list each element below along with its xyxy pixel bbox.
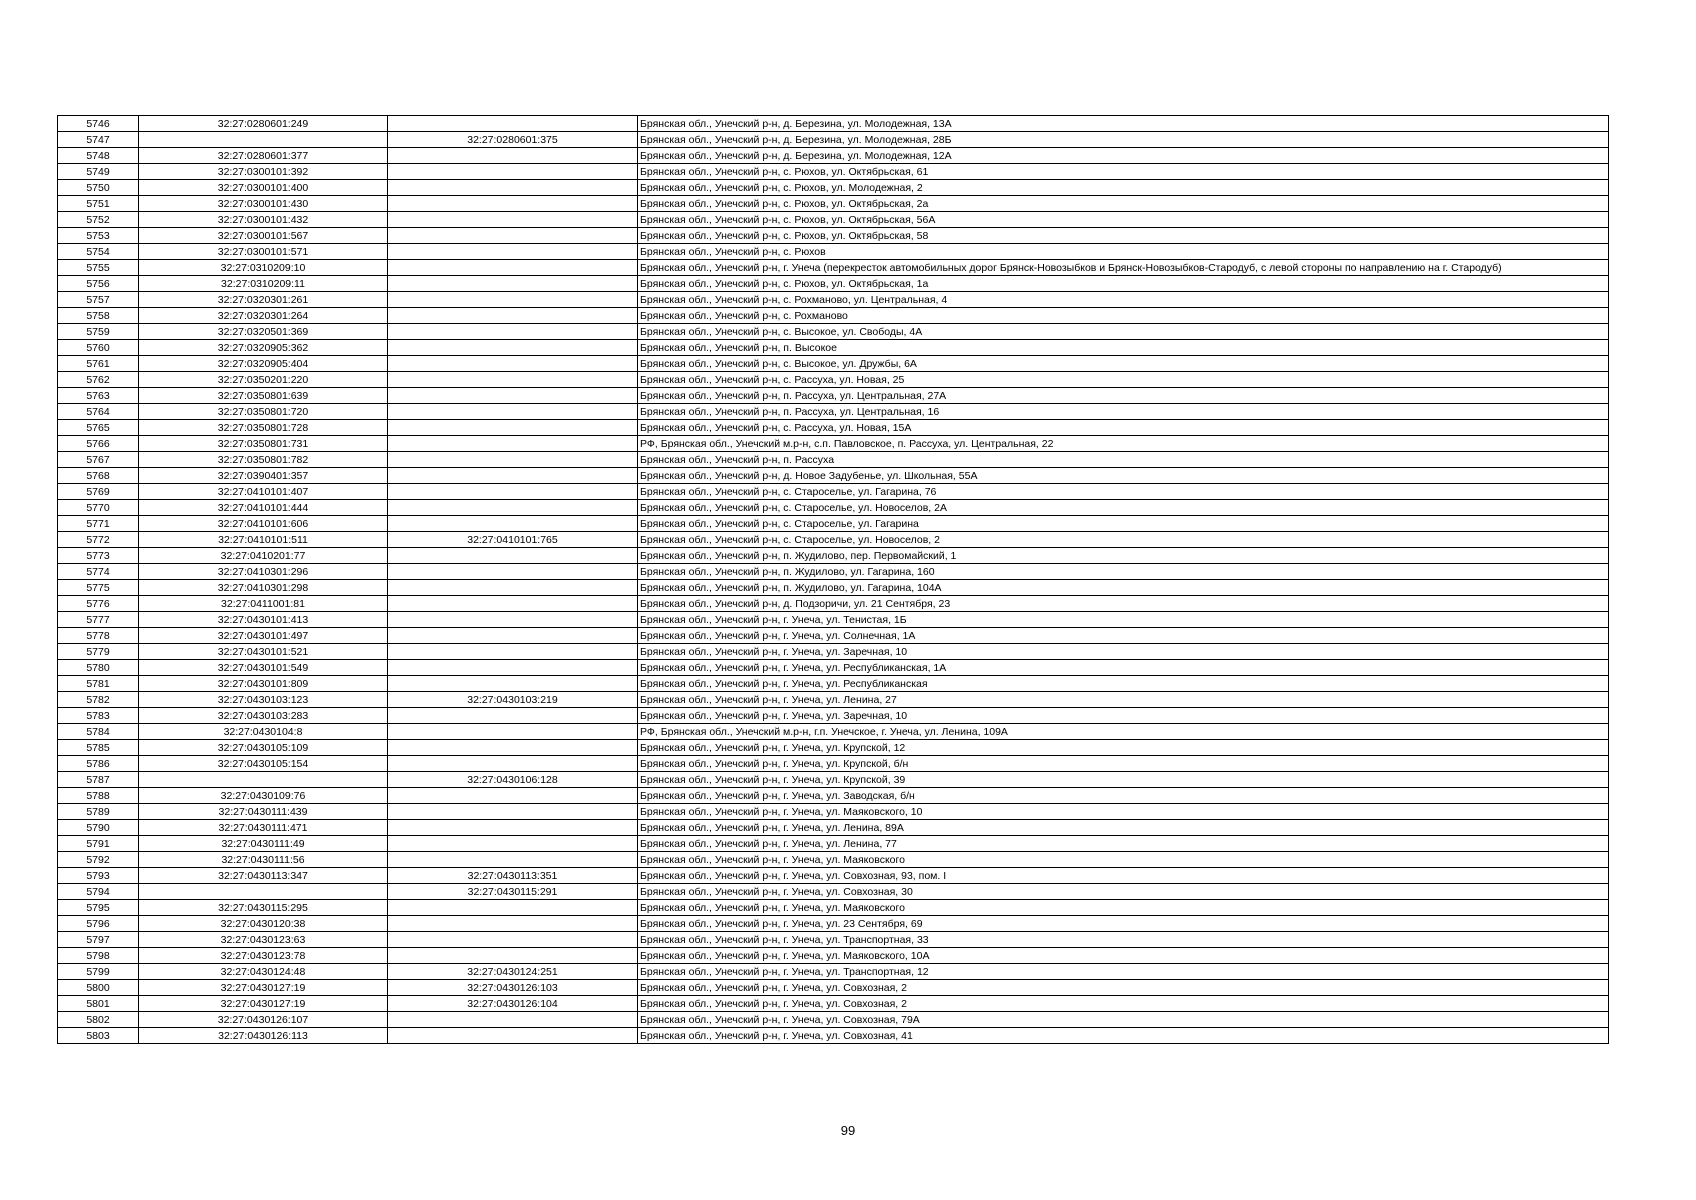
cadastral-number-cell: 32:27:0320301:264 — [139, 308, 388, 324]
row-number-cell: 5772 — [58, 532, 139, 548]
cadastral-number-cell: 32:27:0410301:296 — [139, 564, 388, 580]
cadastral-number-cell: 32:27:0320905:362 — [139, 340, 388, 356]
table-row — [58, 180, 1609, 196]
cadastral-number-cell: 32:27:0430101:809 — [139, 676, 388, 692]
cadastral-number-cell: 32:27:0430115:295 — [139, 900, 388, 916]
related-cadastral-number-cell — [388, 660, 638, 676]
row-number-cell: 5800 — [58, 980, 139, 996]
table-row — [58, 308, 1609, 324]
address-cell: Брянская обл., Унечский р-н, с. Рюхов, ул. Октябрьская, 61 — [638, 164, 1609, 180]
cadastral-number-cell: 32:27:0430103:283 — [139, 708, 388, 724]
table-row — [58, 660, 1609, 676]
related-cadastral-number-cell — [388, 116, 638, 132]
table-row — [58, 980, 1609, 996]
related-cadastral-number-cell — [388, 340, 638, 356]
row-number-cell: 5791 — [58, 836, 139, 852]
cadastral-number-cell — [139, 132, 388, 148]
address-cell: Брянская обл., Унечский р-н, г. Унеча, ул. 23 Сентября, 69 — [638, 916, 1609, 932]
related-cadastral-number-cell — [388, 612, 638, 628]
row-number-cell: 5763 — [58, 388, 139, 404]
table-row — [58, 932, 1609, 948]
table-row — [58, 916, 1609, 932]
table-row — [58, 708, 1609, 724]
cadastral-number-cell: 32:27:0430126:113 — [139, 1028, 388, 1044]
cadastral-number-cell: 32:27:0430127:19 — [139, 996, 388, 1012]
address-cell: Брянская обл., Унечский р-н, г. Унеча, ул. Совхозная, 2 — [638, 996, 1609, 1012]
table-row — [58, 404, 1609, 420]
cadastral-number-cell: 32:27:0280601:249 — [139, 116, 388, 132]
related-cadastral-number-cell — [388, 324, 638, 340]
row-number-cell: 5757 — [58, 292, 139, 308]
table-row — [58, 324, 1609, 340]
cadastral-number-cell: 32:27:0310209:11 — [139, 276, 388, 292]
table-row — [58, 420, 1609, 436]
table-row — [58, 900, 1609, 916]
address-cell: Брянская обл., Унечский р-н, с. Рассуха, ул. Новая, 25 — [638, 372, 1609, 388]
address-cell: Брянская обл., Унечский р-н, с. Староселье, ул. Новоселов, 2А — [638, 500, 1609, 516]
cadastral-number-cell: 32:27:0430111:49 — [139, 836, 388, 852]
row-number-cell: 5746 — [58, 116, 139, 132]
cadastral-number-cell: 32:27:0430101:521 — [139, 644, 388, 660]
related-cadastral-number-cell: 32:27:0430103:219 — [388, 692, 638, 708]
row-number-cell: 5780 — [58, 660, 139, 676]
cadastral-number-cell: 32:27:0430109:76 — [139, 788, 388, 804]
cadastral-number-cell: 32:27:0411001:81 — [139, 596, 388, 612]
related-cadastral-number-cell — [388, 356, 638, 372]
address-cell: Брянская обл., Унечский р-н, г. Унеча, ул. Тенистая, 1Б — [638, 612, 1609, 628]
table-row — [58, 372, 1609, 388]
registry-table — [57, 115, 1609, 1044]
row-number-cell: 5759 — [58, 324, 139, 340]
address-cell: РФ, Брянская обл., Унечский м.р-н, с.п. Павловское, п. Рассуха, ул. Центральная, 22 — [638, 436, 1609, 452]
table-row — [58, 468, 1609, 484]
related-cadastral-number-cell — [388, 516, 638, 532]
cadastral-number-cell: 32:27:0300101:567 — [139, 228, 388, 244]
row-number-cell: 5749 — [58, 164, 139, 180]
related-cadastral-number-cell — [388, 228, 638, 244]
related-cadastral-number-cell — [388, 788, 638, 804]
table-row — [58, 260, 1609, 276]
table-row — [58, 948, 1609, 964]
cadastral-number-cell: 32:27:0430104:8 — [139, 724, 388, 740]
related-cadastral-number-cell — [388, 388, 638, 404]
related-cadastral-number-cell — [388, 916, 638, 932]
table-row — [58, 788, 1609, 804]
address-cell: Брянская обл., Унечский р-н, с. Староселье, ул. Гагарина, 76 — [638, 484, 1609, 500]
cadastral-number-cell — [139, 772, 388, 788]
table-row — [58, 772, 1609, 788]
cadastral-number-cell: 32:27:0430101:497 — [139, 628, 388, 644]
related-cadastral-number-cell — [388, 212, 638, 228]
related-cadastral-number-cell — [388, 548, 638, 564]
cadastral-number-cell: 32:27:0430105:154 — [139, 756, 388, 772]
cadastral-number-cell: 32:27:0320301:261 — [139, 292, 388, 308]
cadastral-number-cell: 32:27:0430120:38 — [139, 916, 388, 932]
row-number-cell: 5747 — [58, 132, 139, 148]
row-number-cell: 5792 — [58, 852, 139, 868]
row-number-cell: 5762 — [58, 372, 139, 388]
related-cadastral-number-cell — [388, 1028, 638, 1044]
address-cell: Брянская обл., Унечский р-н, д. Березина, ул. Молодежная, 28Б — [638, 132, 1609, 148]
related-cadastral-number-cell — [388, 484, 638, 500]
related-cadastral-number-cell — [388, 164, 638, 180]
row-number-cell: 5801 — [58, 996, 139, 1012]
table-row — [58, 388, 1609, 404]
cadastral-number-cell: 32:27:0430123:63 — [139, 932, 388, 948]
address-cell: Брянская обл., Унечский р-н, г. Унеча, ул. Республиканская — [638, 676, 1609, 692]
table-row — [58, 804, 1609, 820]
cadastral-number-cell: 32:27:0410101:407 — [139, 484, 388, 500]
related-cadastral-number-cell — [388, 740, 638, 756]
address-cell: Брянская обл., Унечский р-н, г. Унеча, ул. Маяковского, 10 — [638, 804, 1609, 820]
address-cell: Брянская обл., Унечский р-н, г. Унеча, ул. Крупской, 12 — [638, 740, 1609, 756]
related-cadastral-number-cell: 32:27:0430115:291 — [388, 884, 638, 900]
address-cell: Брянская обл., Унечский р-н, г. Унеча, ул. Совхозная, 2 — [638, 980, 1609, 996]
address-cell: Брянская обл., Унечский р-н, п. Рассуха, ул. Центральная, 16 — [638, 404, 1609, 420]
address-cell: РФ, Брянская обл., Унечский м.р-н, г.п. Унечское, г. Унеча, ул. Ленина, 109А — [638, 724, 1609, 740]
related-cadastral-number-cell — [388, 900, 638, 916]
cadastral-number-cell: 32:27:0350801:639 — [139, 388, 388, 404]
table-row — [58, 836, 1609, 852]
address-cell: Брянская обл., Унечский р-н, с. Рюхов, ул. Октябрьская, 1а — [638, 276, 1609, 292]
address-cell: Брянская обл., Унечский р-н, с. Рохманово, ул. Центральная, 4 — [638, 292, 1609, 308]
row-number-cell: 5755 — [58, 260, 139, 276]
row-number-cell: 5795 — [58, 900, 139, 916]
table-row — [58, 692, 1609, 708]
address-cell: Брянская обл., Унечский р-н, г. Унеча, ул. Крупской, б/н — [638, 756, 1609, 772]
row-number-cell: 5788 — [58, 788, 139, 804]
table-row — [58, 484, 1609, 500]
table-row — [58, 228, 1609, 244]
address-cell: Брянская обл., Унечский р-н, г. Унеча, ул. Совхозная, 30 — [638, 884, 1609, 900]
table-row — [58, 116, 1609, 132]
address-cell: Брянская обл., Унечский р-н, с. Рюхов, ул. Молодежная, 2 — [638, 180, 1609, 196]
address-cell: Брянская обл., Унечский р-н, с. Староселье, ул. Новоселов, 2 — [638, 532, 1609, 548]
address-cell: Брянская обл., Унечский р-н, г. Унеча, ул. Совхозная, 79А — [638, 1012, 1609, 1028]
table-row — [58, 644, 1609, 660]
related-cadastral-number-cell — [388, 644, 638, 660]
related-cadastral-number-cell — [388, 676, 638, 692]
table-row — [58, 884, 1609, 900]
table-row — [58, 964, 1609, 980]
address-cell: Брянская обл., Унечский р-н, п. Высокое — [638, 340, 1609, 356]
table-row — [58, 820, 1609, 836]
cadastral-number-cell: 32:27:0350801:720 — [139, 404, 388, 420]
address-cell: Брянская обл., Унечский р-н, п. Жудилово, пер. Первомайский, 1 — [638, 548, 1609, 564]
related-cadastral-number-cell: 32:27:0280601:375 — [388, 132, 638, 148]
row-number-cell: 5771 — [58, 516, 139, 532]
cadastral-number-cell: 32:27:0430101:549 — [139, 660, 388, 676]
table-row — [58, 564, 1609, 580]
table-row — [58, 580, 1609, 596]
related-cadastral-number-cell — [388, 244, 638, 260]
cadastral-number-cell: 32:27:0350201:220 — [139, 372, 388, 388]
row-number-cell: 5760 — [58, 340, 139, 356]
table-row — [58, 212, 1609, 228]
cadastral-number-cell: 32:27:0310209:10 — [139, 260, 388, 276]
cadastral-number-cell: 32:27:0300101:430 — [139, 196, 388, 212]
row-number-cell: 5784 — [58, 724, 139, 740]
row-number-cell: 5766 — [58, 436, 139, 452]
row-number-cell: 5794 — [58, 884, 139, 900]
row-number-cell: 5774 — [58, 564, 139, 580]
address-cell: Брянская обл., Унечский р-н, г. Унеча, ул. Заводская, б/н — [638, 788, 1609, 804]
address-cell: Брянская обл., Унечский р-н, г. Унеча, ул. Маяковского — [638, 852, 1609, 868]
address-cell: Брянская обл., Унечский р-н, г. Унеча, ул. Транспортная, 33 — [638, 932, 1609, 948]
row-number-cell: 5798 — [58, 948, 139, 964]
row-number-cell: 5781 — [58, 676, 139, 692]
related-cadastral-number-cell — [388, 148, 638, 164]
table-row — [58, 148, 1609, 164]
row-number-cell: 5775 — [58, 580, 139, 596]
row-number-cell: 5769 — [58, 484, 139, 500]
related-cadastral-number-cell — [388, 820, 638, 836]
cadastral-number-cell: 32:27:0300101:571 — [139, 244, 388, 260]
table-row — [58, 276, 1609, 292]
cadastral-number-cell: 32:27:0390401:357 — [139, 468, 388, 484]
table-row — [58, 244, 1609, 260]
related-cadastral-number-cell — [388, 596, 638, 612]
cadastral-number-cell: 32:27:0320905:404 — [139, 356, 388, 372]
related-cadastral-number-cell — [388, 436, 638, 452]
cadastral-number-cell: 32:27:0280601:377 — [139, 148, 388, 164]
address-cell: Брянская обл., Унечский р-н, г. Унеча, ул. Республиканская, 1А — [638, 660, 1609, 676]
related-cadastral-number-cell — [388, 420, 638, 436]
related-cadastral-number-cell — [388, 372, 638, 388]
table-row — [58, 740, 1609, 756]
address-cell: Брянская обл., Унечский р-н, п. Жудилово, ул. Гагарина, 104А — [638, 580, 1609, 596]
row-number-cell: 5756 — [58, 276, 139, 292]
row-number-cell: 5765 — [58, 420, 139, 436]
row-number-cell: 5764 — [58, 404, 139, 420]
related-cadastral-number-cell — [388, 292, 638, 308]
address-cell: Брянская обл., Унечский р-н, г. Унеча, ул. Маяковского — [638, 900, 1609, 916]
address-cell: Брянская обл., Унечский р-н, с. Высокое, ул. Свободы, 4А — [638, 324, 1609, 340]
row-number-cell: 5752 — [58, 212, 139, 228]
table-row — [58, 596, 1609, 612]
related-cadastral-number-cell: 32:27:0430106:128 — [388, 772, 638, 788]
address-cell: Брянская обл., Унечский р-н, г. Унеча, ул. Ленина, 77 — [638, 836, 1609, 852]
cadastral-number-cell: 32:27:0300101:392 — [139, 164, 388, 180]
row-number-cell: 5779 — [58, 644, 139, 660]
table-row — [58, 340, 1609, 356]
address-cell: Брянская обл., Унечский р-н, д. Березина, ул. Молодежная, 12А — [638, 148, 1609, 164]
row-number-cell: 5768 — [58, 468, 139, 484]
row-number-cell: 5767 — [58, 452, 139, 468]
table-row — [58, 132, 1609, 148]
related-cadastral-number-cell: 32:27:0430126:104 — [388, 996, 638, 1012]
related-cadastral-number-cell — [388, 260, 638, 276]
related-cadastral-number-cell: 32:27:0430124:251 — [388, 964, 638, 980]
address-cell: Брянская обл., Унечский р-н, с. Рассуха, ул. Новая, 15А — [638, 420, 1609, 436]
related-cadastral-number-cell — [388, 836, 638, 852]
cadastral-number-cell: 32:27:0430111:439 — [139, 804, 388, 820]
address-cell: Брянская обл., Унечский р-н, п. Рассуха — [638, 452, 1609, 468]
row-number-cell: 5785 — [58, 740, 139, 756]
address-cell: Брянская обл., Унечский р-н, г. Унеча, ул. Заречная, 10 — [638, 708, 1609, 724]
row-number-cell: 5750 — [58, 180, 139, 196]
table-row — [58, 436, 1609, 452]
related-cadastral-number-cell: 32:27:0430113:351 — [388, 868, 638, 884]
table-row — [58, 1012, 1609, 1028]
related-cadastral-number-cell — [388, 452, 638, 468]
cadastral-number-cell: 32:27:0410101:444 — [139, 500, 388, 516]
address-cell: Брянская обл., Унечский р-н, г. Унеча, ул. Ленина, 27 — [638, 692, 1609, 708]
row-number-cell: 5777 — [58, 612, 139, 628]
cadastral-number-cell — [139, 884, 388, 900]
related-cadastral-number-cell — [388, 852, 638, 868]
address-cell: Брянская обл., Унечский р-н, п. Жудилово, ул. Гагарина, 160 — [638, 564, 1609, 580]
related-cadastral-number-cell — [388, 276, 638, 292]
related-cadastral-number-cell — [388, 580, 638, 596]
table-row — [58, 724, 1609, 740]
address-cell: Брянская обл., Унечский р-н, п. Рассуха, ул. Центральная, 27А — [638, 388, 1609, 404]
row-number-cell: 5776 — [58, 596, 139, 612]
table-row — [58, 356, 1609, 372]
related-cadastral-number-cell — [388, 404, 638, 420]
address-cell: Брянская обл., Унечский р-н, г. Унеча, ул. Маяковского, 10А — [638, 948, 1609, 964]
related-cadastral-number-cell — [388, 180, 638, 196]
table-row — [58, 868, 1609, 884]
related-cadastral-number-cell — [388, 196, 638, 212]
row-number-cell: 5802 — [58, 1012, 139, 1028]
page-number: 99 — [840, 1123, 856, 1138]
table-row — [58, 612, 1609, 628]
address-cell: Брянская обл., Унечский р-н, с. Рюхов, ул. Октябрьская, 58 — [638, 228, 1609, 244]
cadastral-number-cell: 32:27:0320501:369 — [139, 324, 388, 340]
address-cell: Брянская обл., Унечский р-н, д. Подзоричи, ул. 21 Сентября, 23 — [638, 596, 1609, 612]
cadastral-number-cell: 32:27:0430123:78 — [139, 948, 388, 964]
table-row — [58, 532, 1609, 548]
related-cadastral-number-cell — [388, 308, 638, 324]
cadastral-number-cell: 32:27:0410101:606 — [139, 516, 388, 532]
cadastral-number-cell: 32:27:0430101:413 — [139, 612, 388, 628]
row-number-cell: 5790 — [58, 820, 139, 836]
cadastral-number-cell: 32:27:0350801:728 — [139, 420, 388, 436]
address-cell: Брянская обл., Унечский р-н, с. Рюхов — [638, 244, 1609, 260]
related-cadastral-number-cell — [388, 500, 638, 516]
table-row — [58, 196, 1609, 212]
row-number-cell: 5758 — [58, 308, 139, 324]
address-cell: Брянская обл., Унечский р-н, г. Унеча (перекресток автомобильных дорог Брянск-Новозыбков и Брянск-Новозыбков-Стародуб, с левой стороны по направлению на г. Стародуб) — [638, 260, 1609, 276]
row-number-cell: 5782 — [58, 692, 139, 708]
table-row — [58, 756, 1609, 772]
address-cell: Брянская обл., Унечский р-н, с. Староселье, ул. Гагарина — [638, 516, 1609, 532]
row-number-cell: 5773 — [58, 548, 139, 564]
table-row — [58, 628, 1609, 644]
row-number-cell: 5748 — [58, 148, 139, 164]
related-cadastral-number-cell — [388, 804, 638, 820]
address-cell: Брянская обл., Унечский р-н, г. Унеча, ул. Совхозная, 93, пом. I — [638, 868, 1609, 884]
row-number-cell: 5761 — [58, 356, 139, 372]
cadastral-number-cell: 32:27:0350801:782 — [139, 452, 388, 468]
registry-table-body — [58, 116, 1609, 1044]
cadastral-number-cell: 32:27:0410201:77 — [139, 548, 388, 564]
cadastral-number-cell: 32:27:0430124:48 — [139, 964, 388, 980]
table-row — [58, 500, 1609, 516]
related-cadastral-number-cell: 32:27:0430126:103 — [388, 980, 638, 996]
row-number-cell: 5778 — [58, 628, 139, 644]
related-cadastral-number-cell — [388, 1012, 638, 1028]
related-cadastral-number-cell — [388, 756, 638, 772]
row-number-cell: 5797 — [58, 932, 139, 948]
table-row — [58, 516, 1609, 532]
row-number-cell: 5783 — [58, 708, 139, 724]
related-cadastral-number-cell — [388, 628, 638, 644]
cadastral-number-cell: 32:27:0430103:123 — [139, 692, 388, 708]
cadastral-number-cell: 32:27:0300101:400 — [139, 180, 388, 196]
cadastral-number-cell: 32:27:0430126:107 — [139, 1012, 388, 1028]
address-cell: Брянская обл., Унечский р-н, д. Березина, ул. Молодежная, 13А — [638, 116, 1609, 132]
cadastral-number-cell: 32:27:0430111:471 — [139, 820, 388, 836]
cadastral-number-cell: 32:27:0410101:511 — [139, 532, 388, 548]
related-cadastral-number-cell: 32:27:0410101:765 — [388, 532, 638, 548]
table-row — [58, 1028, 1609, 1044]
address-cell: Брянская обл., Унечский р-н, г. Унеча, ул. Крупской, 39 — [638, 772, 1609, 788]
table-row — [58, 996, 1609, 1012]
related-cadastral-number-cell — [388, 468, 638, 484]
cadastral-number-cell: 32:27:0300101:432 — [139, 212, 388, 228]
related-cadastral-number-cell — [388, 564, 638, 580]
address-cell: Брянская обл., Унечский р-н, г. Унеча, ул. Ленина, 89А — [638, 820, 1609, 836]
table-row — [58, 852, 1609, 868]
address-cell: Брянская обл., Унечский р-н, г. Унеча, ул. Транспортная, 12 — [638, 964, 1609, 980]
address-cell: Брянская обл., Унечский р-н, г. Унеча, ул. Заречная, 10 — [638, 644, 1609, 660]
row-number-cell: 5753 — [58, 228, 139, 244]
address-cell: Брянская обл., Унечский р-н, с. Рюхов, ул. Октябрьская, 2а — [638, 196, 1609, 212]
address-cell: Брянская обл., Унечский р-н, г. Унеча, ул. Совхозная, 41 — [638, 1028, 1609, 1044]
cadastral-number-cell: 32:27:0430113:347 — [139, 868, 388, 884]
cadastral-number-cell: 32:27:0410301:298 — [139, 580, 388, 596]
row-number-cell: 5786 — [58, 756, 139, 772]
address-cell: Брянская обл., Унечский р-н, с. Рохманово — [638, 308, 1609, 324]
cadastral-number-cell: 32:27:0430105:109 — [139, 740, 388, 756]
row-number-cell: 5796 — [58, 916, 139, 932]
cadastral-number-cell: 32:27:0430111:56 — [139, 852, 388, 868]
table-row — [58, 676, 1609, 692]
related-cadastral-number-cell — [388, 948, 638, 964]
row-number-cell: 5754 — [58, 244, 139, 260]
address-cell: Брянская обл., Унечский р-н, с. Рюхов, ул. Октябрьская, 56А — [638, 212, 1609, 228]
table-row — [58, 548, 1609, 564]
table-row — [58, 292, 1609, 308]
address-cell: Брянская обл., Унечский р-н, с. Высокое, ул. Дружбы, 6А — [638, 356, 1609, 372]
related-cadastral-number-cell — [388, 724, 638, 740]
row-number-cell: 5803 — [58, 1028, 139, 1044]
table-row — [58, 164, 1609, 180]
address-cell: Брянская обл., Унечский р-н, г. Унеча, ул. Солнечная, 1А — [638, 628, 1609, 644]
row-number-cell: 5793 — [58, 868, 139, 884]
related-cadastral-number-cell — [388, 932, 638, 948]
related-cadastral-number-cell — [388, 708, 638, 724]
row-number-cell: 5799 — [58, 964, 139, 980]
row-number-cell: 5751 — [58, 196, 139, 212]
row-number-cell: 5789 — [58, 804, 139, 820]
row-number-cell: 5770 — [58, 500, 139, 516]
cadastral-number-cell: 32:27:0350801:731 — [139, 436, 388, 452]
table-row — [58, 452, 1609, 468]
row-number-cell: 5787 — [58, 772, 139, 788]
cadastral-number-cell: 32:27:0430127:19 — [139, 980, 388, 996]
address-cell: Брянская обл., Унечский р-н, д. Новое Задубенье, ул. Школьная, 55А — [638, 468, 1609, 484]
